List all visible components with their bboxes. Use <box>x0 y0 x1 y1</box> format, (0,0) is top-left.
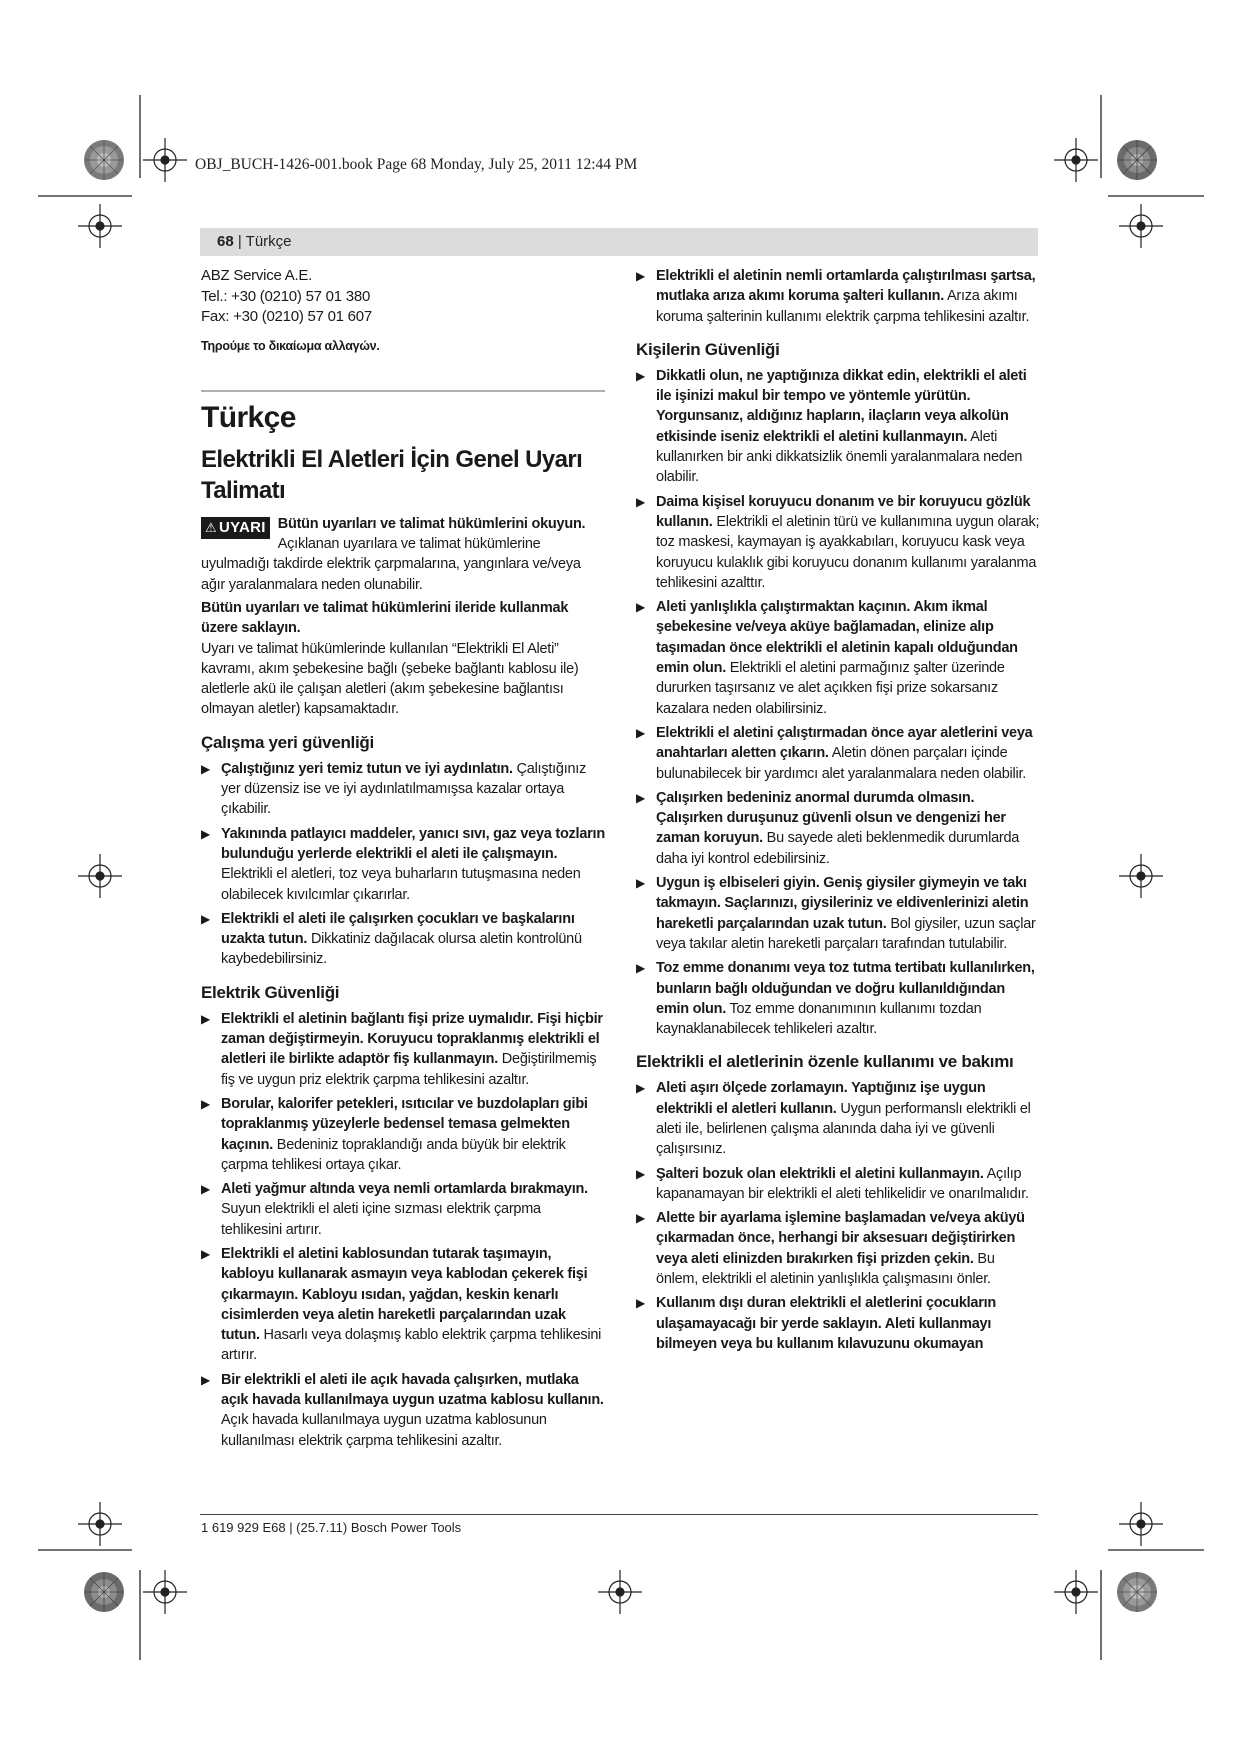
bullet-arrow-icon: ▶ <box>636 600 645 615</box>
bullet-arrow-icon: ▶ <box>636 790 645 805</box>
section-title: Elektrikli el aletlerinin özenle kullanımı ve bakımı <box>636 1052 1014 1072</box>
section-title: Kişilerin Güvenliği <box>636 339 780 359</box>
list-item: ▶ Daima kişisel koruyucu donanım ve bir koruyucu gözlük kullanın. Elektrikli el aletinin türü ve kullanımına uygun olarak; toz maskesi, kaymayan iş ayakkabıları, koruyucu kask veya koruyucu kulaklık gibi koruyucu donanım kullanımı yaralanma tehlikesini azalttır. <box>636 493 1040 591</box>
list-item: ▶ Elektrikli el aletinin bağlantı fişi prize uymalıdır. Fişi hiçbir zaman değiştirmeyin. Koruyucu topraklanmış elektrikli el aletleri ile birlikte adaptör fiş kullanmayın. Değiştirilmemiş fiş ve uygun priz elektrik çarpma tehlikesini azaltır. <box>201 1010 603 1088</box>
section-divider <box>201 390 605 392</box>
list-item: ▶ Elektrikli el aleti ile çalışırken çocukları ve başkalarını uzakta tutun. Dikkatiniz dağılacak olursa aletin kontrolünü kaybedebilirsiniz. <box>201 910 582 968</box>
list-item: ▶ Çalışırken bedeniniz anormal durumda olmasın. Çalışırken duruşunuz güvenli olsun ve dengenizi her zaman koruyun. Bu sayede aleti beklenmedik durumlarda daha iyi kontrol edebilirsiniz. <box>636 789 1020 867</box>
left-column <box>201 266 605 1455</box>
list-item: ▶ Borular, kalorifer petekleri, ısıtıcılar ve buzdolapları gibi topraklanmış yüzeylerle bedensel temasa gelmekten kaçının. Bedeniniz topraklandığı anda büyük bir elektrik çarpma tehlikesi ortaya çıkar. <box>201 1095 588 1173</box>
header-separator: | <box>233 233 246 250</box>
page-header <box>200 228 1038 256</box>
list-item: ▶ Bir elektrikli el aleti ile açık havada çalışırken, mutlaka açık havada kullanılmaya uygun uzatma kablosu kullanın. Açık havada kullanılmaya uygun uzatma kablosunun kullanılması elektrik çarpma tehlikesini azaltır. <box>201 1371 604 1449</box>
header-language: Türkçe <box>245 233 292 250</box>
term-definition: Uyarı ve talimat hükümlerinde kullanılan “Elektrikli El Aleti” kavramı, akım şebekesine bağlı (şebeke bağlantı kablosu ile) aletlerle akü ile çalışan aletleri (akım şebekesine bağlantısı olmayan aletler) kapsamaktadır. <box>201 640 579 718</box>
list-item: ▶ Aleti yağmur altında veya nemli ortamlarda bırakmayın. Suyun elektrikli el aleti içine sızması elektrik çarpma tehlikesini artırır. <box>201 1181 588 1238</box>
address-line: ABZ Service A.E. <box>201 267 313 284</box>
bullet-arrow-icon: ▶ <box>636 1211 645 1226</box>
bullet-arrow-icon: ▶ <box>636 725 645 740</box>
bullet-arrow-icon: ▶ <box>201 761 210 776</box>
bullet-arrow-icon: ▶ <box>636 961 645 976</box>
right-column <box>636 266 1040 1358</box>
warning-triangle-icon: ⚠ <box>205 519 217 535</box>
list-item: ▶ Elektrikli el aletinin nemli ortamlarda çalıştırılması şartsa, mutlaka arıza akımı koruma şalteri kullanın. Arıza akımı koruma şalterinin kullanımı elektrik çarpma tehlikesini azaltır. <box>636 268 1036 325</box>
greek-note: Τηρούμε το δικαίωμα αλλαγών. <box>201 338 380 353</box>
list-item: ▶ Elektrikli el aletini çalıştırmadan önce ayar aletlerini veya anahtarları aletten çıkarın. Aletin dönen parçaları içinde bulunabilecek bir yardımcı alet yaralanmalara neden olabilir. <box>636 724 1033 782</box>
bullet-arrow-icon: ▶ <box>636 876 645 891</box>
address-line: Tel.: +30 (0210) 57 01 380 <box>201 287 371 305</box>
slug-line: OBJ_BUCH-1426-001.book Page 68 Monday, July 25, 2011 12:44 PM <box>195 156 638 173</box>
bullet-arrow-icon: ▶ <box>201 1247 210 1261</box>
list-item: ▶ Aleti aşırı ölçede zorlamayın. Yaptığınız işe uygun elektrikli el aletleri kullanın. Uygun performanslı elektrikli el aleti ile, belirlenen çalışma alanında daha iyi ve güvenli çalışırsınız. <box>636 1080 1031 1158</box>
document-title: Elektrikli El Aletleri İçin Genel Uyarı Talimatı <box>201 445 583 504</box>
bullet-arrow-icon: ▶ <box>201 1096 210 1111</box>
bullet-arrow-icon: ▶ <box>201 1011 210 1026</box>
warning-block <box>201 514 605 595</box>
bullet-arrow-icon: ▶ <box>636 1081 645 1096</box>
warning-label: UYARI <box>218 518 266 536</box>
list-item: ▶ Dikkatli olun, ne yaptığınıza dikkat edin, elektrikli el aleti ile işinizi makul bir tempo ve yöntemle yürütün. Yorgunsanız, aldığınız hapların, ilaçların veya alkolün etkisinde iseniz elektrikli el aletini kullanmayın. Aleti kullanırken bir anki dikkatsizlik önemli yaralanmalara neden olabilir. <box>636 367 1027 486</box>
warning-text: Açıklanan uyarılara ve talimat hükümlerine uyulmadığı takdirde elektrik çarpmalarına, yangınlara ve/veya ağır yaralanmalara neden olunabilir. <box>201 536 581 593</box>
list-item: ▶ Yakınında patlayıcı maddeler, yanıcı sıvı, gaz veya tozların bulunduğu yerlerde elektrikli el aleti ile çalışmayın. Elektrikli el aletleri, toz veya buharların tutuşmasına neden olabilecek kıvılcımlar çıkarırlar. <box>201 825 605 903</box>
list-item: ▶ Elektrikli el aletini kablosundan tutarak taşımayın, kabloyu kullanarak asmayın veya kablodan çekerek fişi çıkarmayın. Kabloyu ısıdan, yağdan, keskin kenarlı cisimlerden veya aletin hareketli parçalarından uzak tutun. Hasarlı veya dolaşmış kablo elektrik çarpma tehlikesini artırır. <box>201 1246 602 1364</box>
list-item: ▶ Alette bir ayarlama işlemine başlamadan ve/veya aküyü çıkarmadan önce, herhangi bir aksesuarı değiştirirken veya aleti elinizden bırakırken fişi prizden çekin. Bu önlem, elektrikli el aletinin yanlışlıkla çalışmasını önler. <box>636 1210 1025 1288</box>
address-line: Fax: +30 (0210) 57 01 607 <box>201 308 372 325</box>
bullet-arrow-icon: ▶ <box>636 269 645 283</box>
list-item: ▶ Uygun iş elbiseleri giyin. Geniş giysiler giymeyin ve takı takmayın. Saçlarınızı, giysileriniz ve eldivenlerinizi aletin hareketli parçalarından uzak tutun. Bol giysiler, uzun saçlar veya takılar aletin hareketli parçaları tarafından tutulabilir. <box>636 875 1036 952</box>
list-item: ▶ Şalteri bozuk olan elektrikli el aletini kullanmayın. Açılıp kapanamayan bir elektrikli el aleti tehlikelidir ve onarılmalıdır. <box>636 1165 1029 1202</box>
list-item: ▶ Aleti yanlışlıkla çalıştırmaktan kaçının. Akım ikmal şebekesine ve/veya aküye bağlamadan, elinize alıp taşımadan önce elektrikli el aletinin kapalı olduğundan emin olun. Elektrikli el aletini parmağınız şalter üzerinde dururken taşırsanız ve alet açıkken fişi prize sokarsanız kazalara neden olabilirsiniz. <box>636 599 1018 717</box>
bullet-arrow-icon: ▶ <box>201 1372 210 1387</box>
bullet-arrow-icon: ▶ <box>636 1296 645 1311</box>
language-title: Türkçe <box>201 400 296 434</box>
page-number: 68 <box>217 233 234 250</box>
warning-bold: Bütün uyarıları ve talimat hükümlerini okuyun. <box>277 515 586 532</box>
warning-badge <box>201 517 270 539</box>
bullet-arrow-icon: ▶ <box>636 368 645 383</box>
footer-rule <box>200 1514 1038 1515</box>
bullet-arrow-icon: ▶ <box>201 911 210 926</box>
keep-instructions: Bütün uyarıları ve talimat hükümlerini ileride kullanmak üzere saklayın. <box>201 599 569 637</box>
list-item: ▶ Toz emme donanımı veya toz tutma tertibatı kullanılırken, bunların bağlı olduğundan ve doğru kullanıldığından emin olun. Toz emme donanımının kullanımı tozdan kaynaklanabilecek tehlikeleri azaltır. <box>636 960 1035 1038</box>
bullet-arrow-icon: ▶ <box>636 494 645 509</box>
bullet-arrow-icon: ▶ <box>636 1166 645 1181</box>
page-footer: 1 619 929 E68 | (25.7.11) Bosch Power Tools <box>201 1520 462 1535</box>
list-item: ▶ Kullanım dışı duran elektrikli el aletlerini çocukların ulaşamayacağı bir yerde saklayın. Aleti kullanmayı bilmeyen veya bu kullanım kılavuzunu okumayan <box>636 1295 997 1352</box>
section-title: Çalışma yeri güvenliği <box>201 732 374 752</box>
section-title: Elektrik Güvenliği <box>201 982 340 1002</box>
service-address <box>201 266 605 328</box>
bullet-arrow-icon: ▶ <box>201 826 210 841</box>
list-item: ▶ Çalıştığınız yeri temiz tutun ve iyi aydınlatın. Çalıştığınız yer düzensiz ise ve iyi aydınlatılmamışsa kazalar ortaya çıkabilir. <box>201 760 587 818</box>
bullet-arrow-icon: ▶ <box>201 1182 210 1197</box>
